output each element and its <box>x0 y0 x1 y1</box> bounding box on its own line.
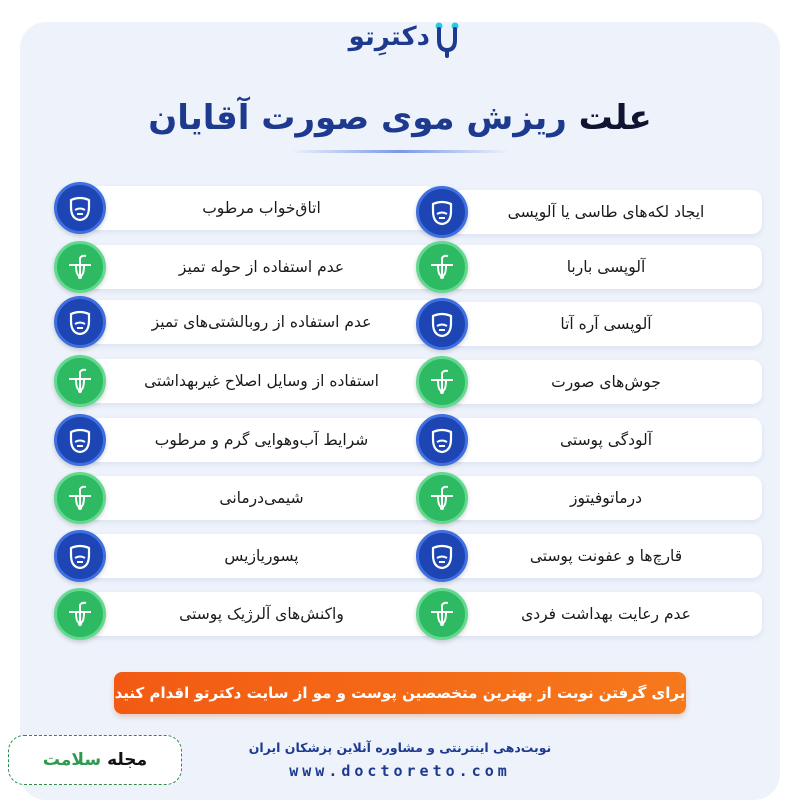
list-item <box>416 245 762 289</box>
hair-follicle-icon <box>416 588 468 640</box>
cta-banner[interactable]: برای گرفتن نوبت از بهترین متخصصین پوست و مو از سایت دکترتو اقدام کنید <box>114 672 686 714</box>
list-item <box>54 592 435 636</box>
beard-icon <box>416 530 468 582</box>
item-label: آلودگی پوستی <box>450 418 762 462</box>
beard-icon <box>416 298 468 350</box>
hair-follicle-icon <box>54 588 106 640</box>
hair-follicle-icon <box>54 472 106 524</box>
list-item <box>54 534 435 578</box>
item-label: پسوریازیس <box>88 534 435 578</box>
stethoscope-icon <box>428 18 466 62</box>
title-word-1: علت <box>578 98 652 138</box>
list-item <box>54 245 435 289</box>
item-label: شرایط آب‌وهوایی گرم و مرطوب <box>88 418 435 462</box>
footer-url-link[interactable]: www.doctoreto.com <box>289 762 511 780</box>
hair-follicle-icon <box>416 241 468 293</box>
beard-icon <box>54 414 106 466</box>
hair-follicle-icon <box>54 355 106 407</box>
beard-icon <box>54 530 106 582</box>
logo-text: دکترِتو <box>348 22 430 52</box>
title-word-2: ریزش موی صورت آقایان <box>148 98 567 138</box>
item-label: اتاق‌خواب مرطوب <box>88 186 435 230</box>
page-title <box>0 98 800 138</box>
footer-tagline: نوبت‌دهی اینترنتی و مشاوره آنلاین پزشکان ایران <box>248 740 552 755</box>
list-item <box>54 186 435 230</box>
item-label: استفاده از وسایل اصلاح غیربهداشتی <box>88 359 435 403</box>
list-item <box>54 359 435 403</box>
doctoreto-logo[interactable] <box>330 18 470 64</box>
item-label: شیمی‌درمانی <box>88 476 435 520</box>
list-item <box>54 418 435 462</box>
list-item <box>416 592 762 636</box>
item-label: آلوپسی باربا <box>450 245 762 289</box>
badge-word-2: سلامت <box>42 750 102 770</box>
badge-word-1: مجله <box>107 750 148 770</box>
item-label: واکنش‌های آلرژیک پوستی <box>88 592 435 636</box>
beard-icon <box>416 414 468 466</box>
item-label: ایجاد لکه‌های طاسی یا آلوپسی <box>450 190 762 234</box>
hair-follicle-icon <box>416 356 468 408</box>
list-item <box>416 302 762 346</box>
list-item <box>416 190 762 234</box>
title-underline <box>290 150 510 153</box>
beard-icon <box>54 182 106 234</box>
list-item <box>416 534 762 578</box>
item-label: درماتوفیتوز <box>450 476 762 520</box>
item-label: جوش‌های صورت <box>450 360 762 404</box>
list-item <box>54 300 435 344</box>
list-item <box>416 476 762 520</box>
item-label: آلوپسی آره آتا <box>450 302 762 346</box>
list-item <box>54 476 435 520</box>
item-label: عدم رعایت بهداشت فردی <box>450 592 762 636</box>
item-label: عدم استفاده از روبالشتی‌های تمیز <box>88 300 435 344</box>
magazine-badge[interactable] <box>8 735 182 785</box>
hair-follicle-icon <box>54 241 106 293</box>
list-item <box>416 418 762 462</box>
hair-follicle-icon <box>416 472 468 524</box>
item-label: عدم استفاده از حوله تمیز <box>88 245 435 289</box>
item-label: قارچ‌ها و عفونت پوستی <box>450 534 762 578</box>
beard-icon <box>54 296 106 348</box>
beard-icon <box>416 186 468 238</box>
list-item <box>416 360 762 404</box>
